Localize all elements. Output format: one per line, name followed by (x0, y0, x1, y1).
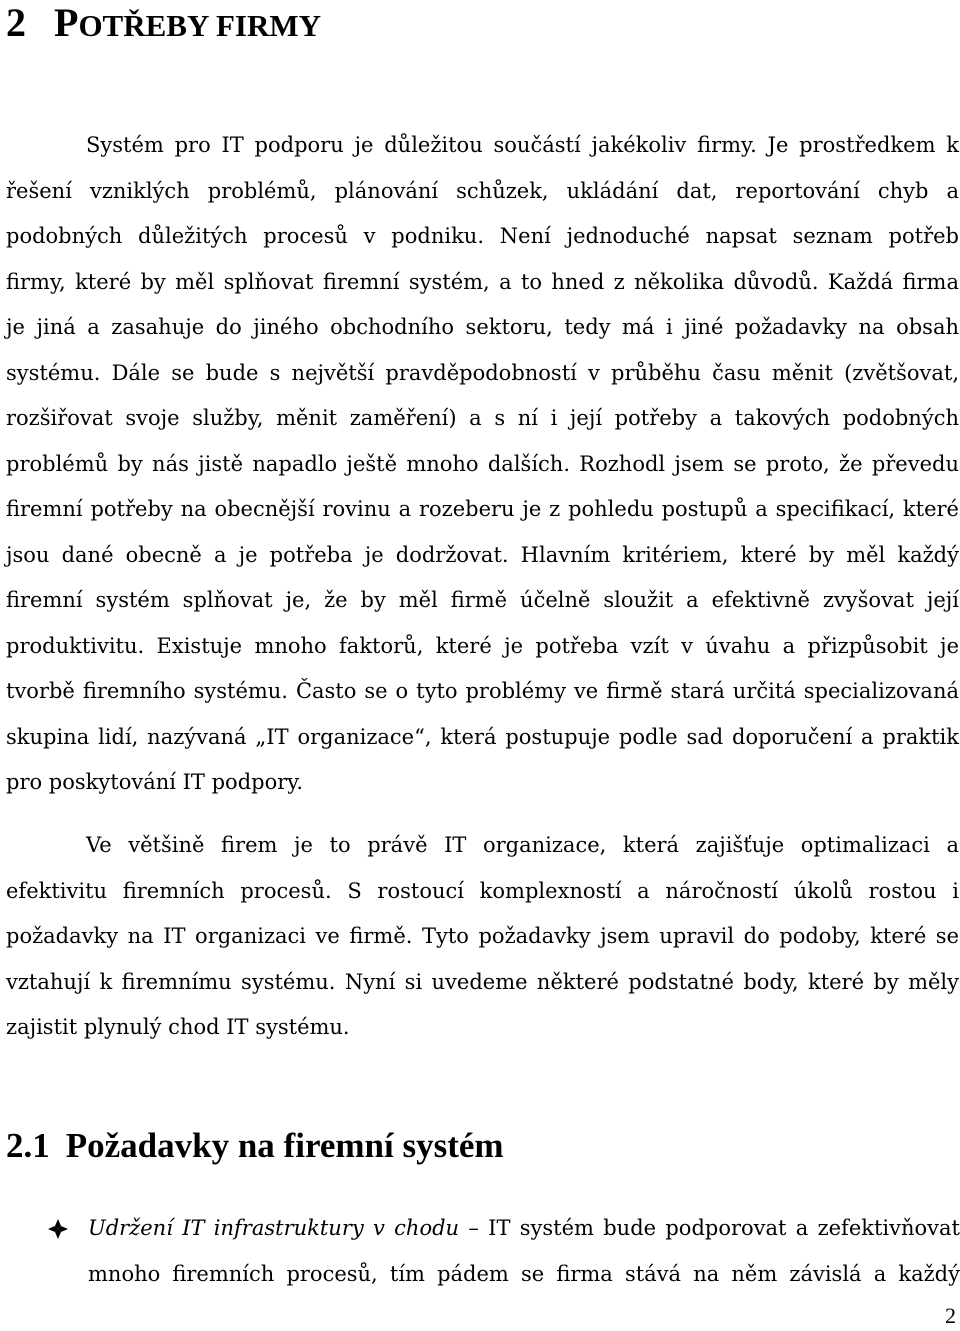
section-heading (6, 1122, 504, 1170)
paragraph-line: zajistit plynulý chod IT systému. (6, 1015, 350, 1039)
bullet-line (88, 1206, 960, 1252)
paragraph-line: skupina lidí, nazývaná „IT organizace“, která postupuje podle sad doporučení a praktik (6, 724, 959, 749)
paragraph-line: podobných důležitých procesů v podniku. Není jednoduché napsat seznam potřeb (6, 224, 959, 248)
chapter-title-rest: OTŘEBY FIRMY (78, 8, 321, 43)
paragraph-line: vztahují k firemnímu systému. Nyní si uvedeme některé podstatné body, které by měly (6, 969, 959, 994)
paragraph-it-organization (6, 823, 959, 1051)
paragraph-line: efektivitu firemních procesů. S rostoucí komplexností a náročností úkolů rostou i (6, 878, 959, 903)
paragraph-line: Systém pro IT podporu je důležitou součástí jakékoliv firmy. Je prostředkem k (86, 133, 959, 157)
diamond-bullet-icon (48, 1219, 68, 1239)
paragraph-line: požadavky na IT organizaci ve firmě. Tyto požadavky jsem upravil do podoby, které se (6, 924, 959, 948)
chapter-number: 2 (6, 0, 26, 45)
bullet-line: mnoho firemních procesů, tím pádem se firma stává na něm závislá a každý (88, 1261, 960, 1286)
paragraph-intro (6, 123, 959, 806)
paragraph-line: problémů by nás jistě napadlo ještě mnoho dalších. Rozhodl jsem se proto, že převedu (6, 451, 959, 476)
section-number: 2.1 (6, 1126, 50, 1165)
paragraph-line: řešení vzniklých problémů, plánování schůzek, ukládání dat, reportování chyb a (6, 178, 959, 203)
paragraph-line: je jiná a zasahuje do jiného obchodního sektoru, tedy má i jiné požadavky na obsah (6, 315, 959, 339)
section-title: Požadavky na firemní systém (65, 1126, 504, 1165)
paragraph-line: systému. Dále se bude s největší pravděpodobností v průběhu času měnit (zvětšovat, (6, 360, 959, 385)
paragraph-line: rozšiřovat svoje služby, měnit zaměření) a s ní i její potřeby a takových podobných (6, 406, 959, 430)
paragraph-line: jsou dané obecně a je potřeba je dodržovat. Hlavním kritériem, které by měl každý (6, 542, 959, 567)
chapter-heading (6, 0, 321, 46)
page-number: 2 (945, 1303, 956, 1328)
paragraph-line: firemní systém splňovat je, že by měl firmě účelně sloužit a efektivně zvyšovat její (6, 588, 959, 612)
bullet-text (88, 1206, 960, 1297)
bullet-term: Udržení IT infrastruktury v chodu (88, 1216, 460, 1240)
paragraph-line: produktivitu. Existuje mnoho faktorů, které je potřeba vzít v úvahu a přizpůsobit je (6, 633, 959, 658)
paragraph-line: firmy, které by měl splňovat firemní systém, a to hned z několika důvodů. Každá firma (6, 269, 959, 294)
paragraph-line: tvorbě firemního systému. Často se o tyto problémy ve firmě stará určitá specializovaná (6, 679, 959, 703)
paragraph-line: Ve většině firem je to právě IT organizace, která zajišťuje optimalizaci a (86, 833, 959, 857)
chapter-title-initial: P (54, 0, 79, 45)
bullet-description: – IT systém bude podporovat a zefektivňovat (459, 1216, 960, 1240)
paragraph-line: pro poskytování IT podpory. (6, 770, 304, 794)
paragraph-line: firemní potřeby na obecnější rovinu a rozeberu je z pohledu postupů a specifikací, které (6, 497, 959, 521)
